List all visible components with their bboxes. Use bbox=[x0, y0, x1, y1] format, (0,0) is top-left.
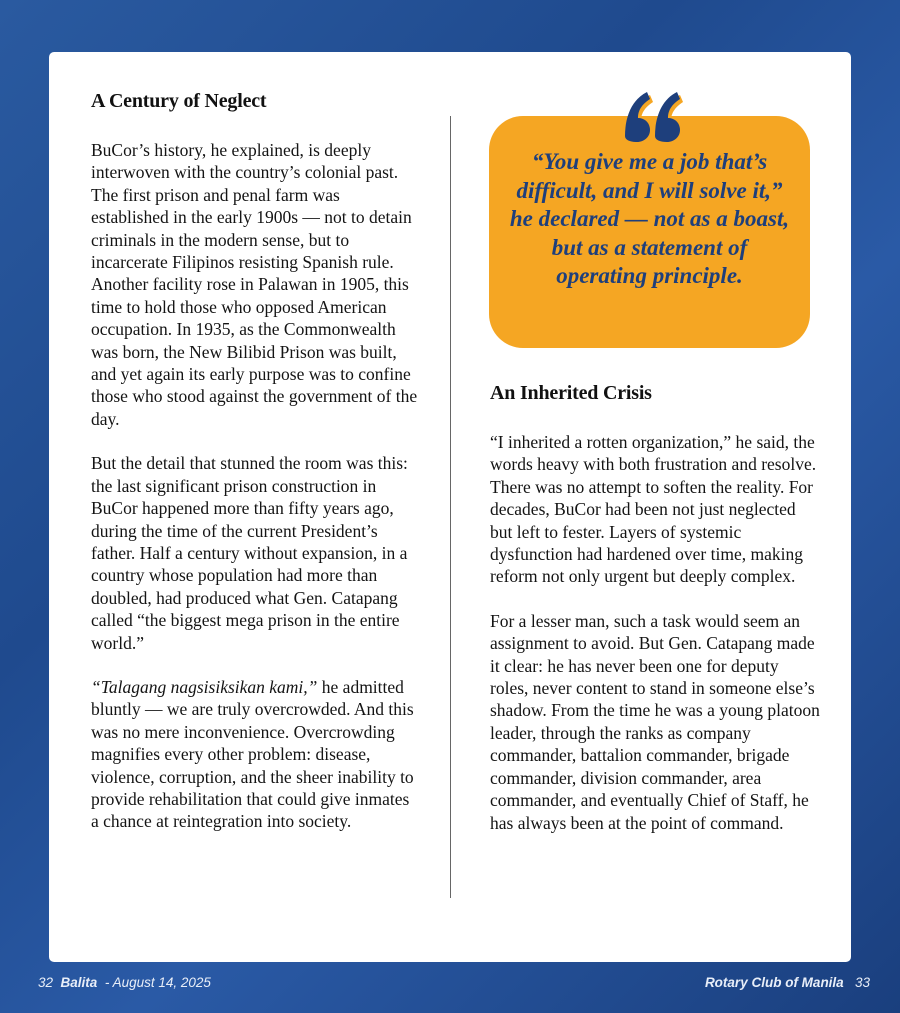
right-column bbox=[490, 382, 820, 856]
publication-name: Balita bbox=[60, 975, 98, 990]
paragraph: “I inherited a rotten organization,” he said, the words heavy with both frustration and resolve. There was no attempt to soften the reality. For decades, BuCor had been not just neglected but left to fester. Layers of systemic dysfunction had hardened over time, making reform not only urgent but deeply complex. bbox=[490, 432, 817, 587]
article-card bbox=[49, 52, 851, 962]
left-column bbox=[91, 90, 421, 855]
section-heading-century: A Century of Neglect bbox=[91, 90, 267, 112]
page-footer bbox=[0, 975, 900, 997]
paragraph bbox=[91, 676, 421, 833]
paragraph: But the detail that stunned the room was this: the last significant prison construction in BuCor happened more than fifty years ago, during the time of the current President’s father. Half a century without expansion, in a country whose population had more than doubled, had produced what Gen. Catapang called “the biggest mega prison in the entire world.” bbox=[91, 453, 408, 653]
paragraph-text: he admitted bluntly — we are truly overcrowded. And this was no mere inconvenience. Overcrowding magnifies every other problem: disease, violence, corruption, and the sheer inability to provide rehabilitation that could give inmates a chance at reintegration into society. bbox=[91, 676, 414, 832]
paragraph: For a lesser man, such a task would seem an assignment to avoid. But Gen. Catapang made it clear: he has never been one for deputy roles, never content to stand in someone else’s shadow. From the time he was a young platoon leader, through the ranks as company commander, battalion commander, brigade commander, division commander, area commander, and eventually Chief of Staff, he has always been at the point of command. bbox=[490, 610, 820, 833]
pull-quote-text: “You give me a job that’s difficult, and I will solve it,” he declared — not as a boast, but as a statement of operating principle. bbox=[509, 149, 790, 288]
footer-right bbox=[705, 975, 870, 990]
page-number-left: 32 bbox=[38, 975, 54, 990]
column-divider bbox=[450, 116, 451, 898]
section-heading-crisis: An Inherited Crisis bbox=[490, 382, 652, 404]
paragraph: BuCor’s history, he explained, is deeply interwoven with the country’s colonial past. The first prison and penal farm was established in the early 1900s — not to detain criminals in the modern sense, but to incarcerate Filipinos resisting Spanish rule. Another facility rose in Palawan in 1905, this time to hold those who opposed American occupation. In 1935, as the Commonwealth was born, the New Bilibid Prison was built, and yet again its early purpose was to confine those who stood against the government of the day. bbox=[91, 140, 418, 429]
tagalog-quote: “Talagang nagsisiksikan kami,” bbox=[91, 676, 318, 697]
club-name: Rotary Club of Manila bbox=[704, 975, 844, 990]
issue-date: - August 14, 2025 bbox=[101, 975, 211, 990]
page-number-right: 33 bbox=[854, 975, 870, 990]
quotation-mark-icon bbox=[619, 78, 689, 158]
footer-left bbox=[38, 975, 211, 990]
